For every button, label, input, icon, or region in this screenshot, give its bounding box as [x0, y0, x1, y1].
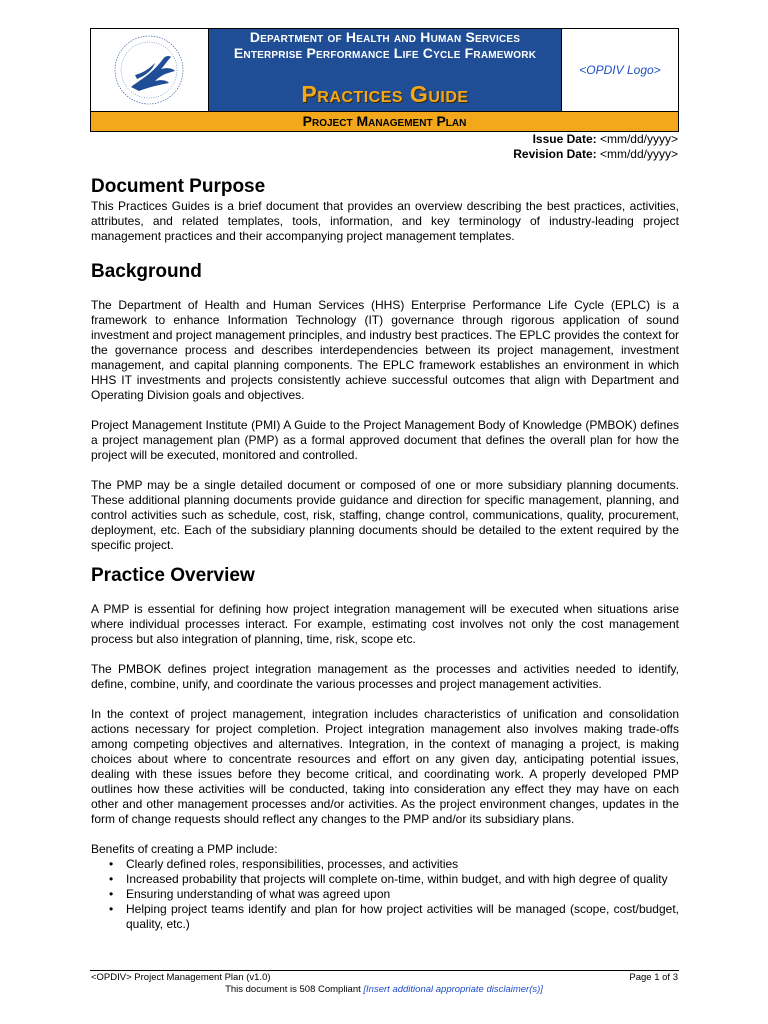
plan-title-bar — [91, 111, 678, 131]
list-item: • Ensuring understanding of what was agreed upon — [109, 887, 679, 902]
document-header — [90, 28, 679, 132]
section-heading-background: Background — [91, 261, 202, 282]
section-heading-overview: Practice Overview — [91, 565, 255, 586]
revision-date-row — [513, 147, 678, 162]
background-paragraph-2: Project Management Institute (PMI) A Guide to the Project Management Body of Knowledge (PMBOK) defines a project management plan (PMP) as a formal approved document that defines the overall plan for how the project will be executed, monitored and controlled. — [91, 418, 679, 462]
practices-guide-title: Practices Guide — [301, 81, 469, 107]
date-block — [513, 132, 678, 162]
document-body — [91, 176, 679, 932]
hhs-logo-cell — [91, 29, 209, 111]
footer-divider — [90, 970, 679, 971]
list-item: • Increased probability that projects will complete on-time, within budget, and with high degree of quality — [109, 872, 679, 887]
revision-date-value: <mm/dd/yyyy> — [599, 147, 678, 161]
footer-compliance — [0, 984, 768, 995]
overview-paragraph-1: A PMP is essential for defining how project integration management will be executed when situations arise where individual processes interact. For example, estimating cost involves not only the cost management process but also integration of planning, time, risk, scope etc. — [91, 602, 679, 646]
disclaimer-placeholder: [Insert additional appropriate disclaimer(s)] — [363, 984, 543, 995]
overview-paragraph-3: In the context of project management, integration includes characteristics of unification and consolidation actions necessary for project completion. Project integration management also involves making trade-offs among competing objectives and alternatives. Integration, in the context of managing a project, is making choices about where to concentrate resources and effort on any given day, anticipating potential issues, dealing with these issues before they become critical, and coordinating work. A properly developed PMP outlines how these activities will be conducted, taking into consideration any effect they may have on each other and other management processes and/or activities. As the project environment changes, updates in the form of change requests should reflect any changes to the PMP and/or its subsidiary plans. — [91, 707, 679, 826]
department-name: Department of Health and Human Services — [249, 29, 521, 45]
benefits-intro: Benefits of creating a PMP include: — [91, 842, 278, 856]
hhs-seal-icon — [91, 29, 207, 111]
title-cell — [209, 29, 562, 111]
opdiv-logo-placeholder — [562, 29, 678, 111]
benefits-list — [109, 857, 679, 932]
list-item: • Clearly defined roles, responsibilities, processes, and activities — [109, 857, 679, 872]
compliance-text: This document is 508 Compliant — [225, 984, 364, 995]
purpose-paragraph: This Practices Guides is a brief document that provides an overview describing the best practices, activities, attributes, and related templates, tools, information, and key terminology of industry-leading project management practices and their accompanying project management templates. — [91, 199, 679, 243]
background-paragraph-3: The PMP may be a single detailed document or composed of one or more subsidiary planning documents. These additional planning documents provide guidance and direction for specific management, planning, and control activities such as schedule, cost, risk, staffing, change control, communications, quality, procurement, deployment, etc. Each of the subsidiary planning documents should be detailed to the extent required by the specific project. — [91, 478, 679, 552]
overview-paragraph-2: The PMBOK defines project integration management as the processes and activities needed to identify, define, combine, unify, and coordinate the various processes and project management activities. — [91, 662, 679, 691]
footer-page-number: Page 1 of 3 — [629, 972, 678, 983]
issue-date-row — [513, 132, 678, 147]
issue-date-label: Issue Date: — [532, 132, 597, 146]
opdiv-logo-text: <OPDIV Logo> — [579, 63, 661, 77]
revision-date-label: Revision Date: — [513, 147, 597, 161]
issue-date-value: <mm/dd/yyyy> — [599, 132, 678, 146]
list-item: • Helping project teams identify and plan for how project activities will be managed (scope, cost/budget, quality, etc.) — [109, 902, 679, 932]
section-heading-purpose: Document Purpose — [91, 176, 266, 197]
framework-name: Enterprise Performance Life Cycle Framework — [233, 45, 537, 61]
plan-title: Project Management Plan — [302, 113, 467, 129]
footer-document-name: <OPDIV> Project Management Plan (v1.0) — [91, 972, 271, 983]
background-paragraph-1: The Department of Health and Human Services (HHS) Enterprise Performance Life Cycle (EPLC) is a framework to enhance Information Technology (IT) governance through rigorous application of sound investment and project management principles, and industry best practices. The EPLC provides the context for the governance process and describes interdependencies between its project management, investment management, and capital planning components. The EPLC framework establishes an environment in which HHS IT investments and projects consistently achieve successful outcomes that align with Department and Operating Division goals and objectives. — [91, 298, 679, 402]
